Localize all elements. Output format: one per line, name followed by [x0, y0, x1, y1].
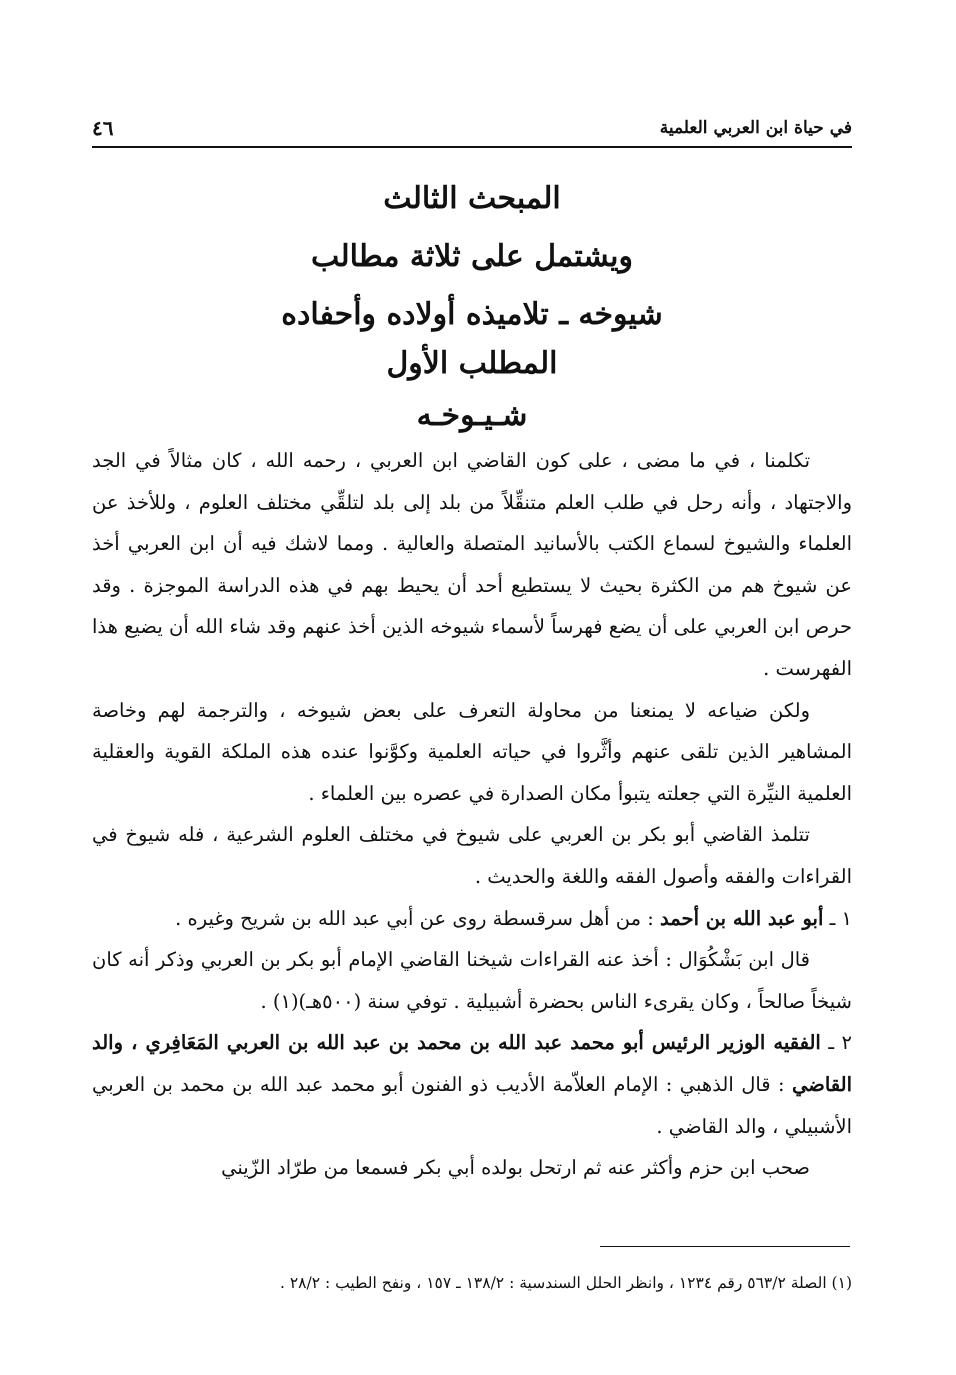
chapter-subtitle: ويشتمل على ثلاثة مطالب [311, 239, 633, 274]
item-text: : قال الذهبي : الإمام العلاّمة الأديب ذو الفنون أبو محمد عبد الله بن محمد بن العربي الأشبيلي ، والد القاضي . [92, 1072, 852, 1138]
list-item-1 [92, 898, 852, 940]
item-number: ١ ـ [829, 906, 852, 930]
footnote: (١) الصلة ٥٦٣/٢ رقم ١٢٣٤ ، وانظر الحلل السندسية : ١٣٨/٢ ـ ١٥٧ ، ونفح الطيب : ٢٨/٢ . [280, 1274, 852, 1292]
chapter-topics: شيوخه ـ تلاميذه أولاده وأحفاده [281, 297, 663, 332]
list-item-1-detail: قال ابن بَشْكُوَال : أخذ عنه القراءات شيخنا القاضي الإمام أبو بكر بن العربي وذكر أنه كان شيخاً صالحاً ، وكان يقرىء الناس بحضرة أشبيلية . توفي سنة (٥٠٠هـ)(١) . [92, 948, 852, 1013]
chapter-title: المبحث الثالث [383, 181, 561, 216]
list-item-2-detail: صحب ابن حزم وأكثر عنه ثم ارتحل بولده أبي بكر فسمعا من طرّاد الزّيني [221, 1156, 810, 1180]
footnote-rule [600, 1246, 850, 1247]
running-header [92, 112, 852, 146]
paragraph-2: ولكن ضياعه لا يمنعنا من محاولة التعرف على بعض شيوخه ، والترجمة لهم وخاصة المشاهير الذين تلقى عنهم وأثَّروا في حياته العلمية وكوَّنوا عنده هذه الملكة القوية والعقلية العلمية النيِّرة التي جعلته يتبوأ مكان الصدارة في عصره بين العلماء . [92, 698, 852, 805]
paragraph-1: تكلمنا ، في ما مضى ، على كون القاضي ابن العربي ، رحمه الله ، كان مثالاً في الجد والاجتهاد ، وأنه رحل في طلب العلم متنقِّلاً من بلد إلى بلد لتلقِّي مختلف العلوم ، وللأخذ عن العلماء والشيوخ لسماع الكتب بالأسانيد المتصلة والعالية . ومما لاشك فيه أن ابن العربي أخذ عن شيوخ هم من الكثرة بحيث لا يستطيع أحد أن يحيط بهم في هذه الدراسة الموجزة . وقد حرص ابن العربي على أن يضع فهرساً لأسماء شيوخه الذين أخذ عنهم وقد شاء الله أن يضيع هذا الفهرست . [92, 449, 852, 680]
item-name: أبو عبد الله بن أحمد [660, 906, 824, 930]
running-title: في حياة ابن العربي العلمية [659, 118, 852, 138]
section-title: المطلب الأول [386, 346, 558, 381]
item-name: الفقيه الوزير الرئيس أبو محمد عبد الله بن محمد بن عبد الله بن العربي المَعَافِري ، والد القاضي [92, 1031, 852, 1096]
section-title-block [92, 338, 852, 442]
body-text [92, 440, 852, 1189]
header-rule [92, 146, 852, 148]
item-text: : من أهل سرقسطة روى عن أبي عبد الله بن شريح وغيره . [175, 906, 661, 930]
paragraph-3: تتلمذ القاضي أبو بكر بن العربي على شيوخ في مختلف العلوم الشرعية ، فله شيوخ في القراءات والفقه وأصول الفقه واللغة والحديث . [92, 823, 852, 888]
section-subtitle: شـيـوخـه [416, 398, 528, 433]
item-number: ٢ ـ [828, 1031, 853, 1055]
list-item-2 [92, 1022, 852, 1147]
chapter-title-block [92, 170, 852, 344]
page-number: ٤٦ [92, 116, 114, 140]
